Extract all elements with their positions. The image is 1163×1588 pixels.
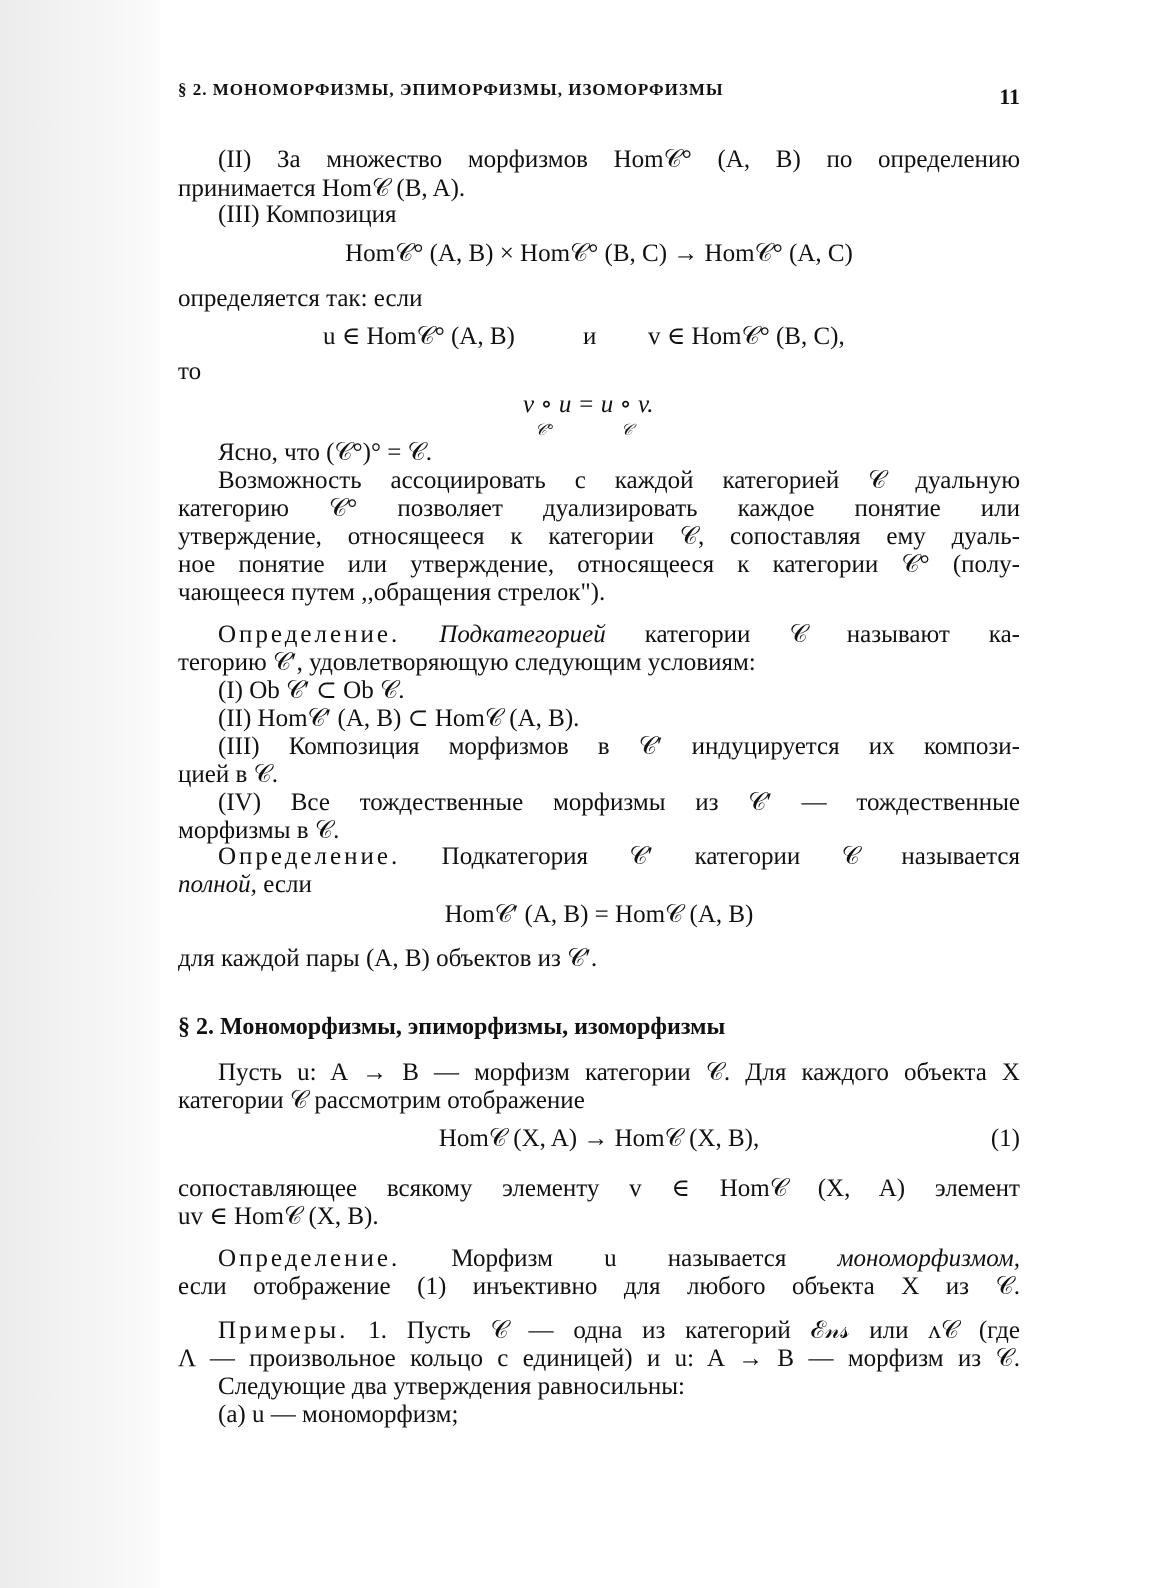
text-line: категорию 𝒞° позволяет дуализировать каждое понятие или bbox=[178, 495, 1020, 522]
formula-opposite-composition: v ∘ u = u ∘ v. bbox=[523, 391, 654, 418]
text-line: если отображение (1) инъективно для любого объекта X из 𝒞. bbox=[178, 1273, 1020, 1300]
text-line: uv ∈ Hom𝒞 (X, B). bbox=[178, 1203, 379, 1230]
text-line: морфизмы в 𝒞. bbox=[178, 817, 340, 844]
text-line: (IV) Все тождественные морфизмы из 𝒞′ — тождественные bbox=[218, 789, 1020, 816]
text-line: Λ — произвольное кольцо с единицей) и u: A → B — морфизм из 𝒞. bbox=[178, 1345, 1020, 1372]
text-line: для каждой пары (A, B) объектов из 𝒞′. bbox=[178, 945, 598, 972]
formula-and: и bbox=[583, 323, 597, 350]
definition-subcategory: Определение. Подкатегорией категории 𝒞 называют ка- bbox=[218, 621, 1020, 648]
text-line: Ясно, что (𝒞°)° = 𝒞. bbox=[218, 439, 433, 466]
text-line: цией в 𝒞. bbox=[178, 761, 279, 788]
defined-term: Подкатегорией bbox=[439, 621, 606, 648]
examples-line: Примеры. 1. Пусть 𝒞 — одна из категорий ℰ𝓃𝓈 или ᴧ𝒞 (где bbox=[218, 1317, 1020, 1344]
section-heading: § 2. Мономорфизмы, эпиморфизмы, изоморфизмы bbox=[178, 1014, 726, 1040]
text-line: категории 𝒞 рассмотрим отображение bbox=[178, 1087, 585, 1114]
definition-label: Определение. bbox=[218, 621, 401, 648]
text-line: ное понятие или утверждение, относящееся к категории 𝒞° (полу- bbox=[178, 551, 1020, 578]
running-header: § 2. МОНОМОРФИЗМЫ, ЭПИМОРФИЗМЫ, ИЗОМОРФИЗМЫ bbox=[178, 80, 724, 99]
formula-v-membership: v ∈ Hom𝒞° (B, C), bbox=[648, 323, 845, 350]
definition-label: Определение. bbox=[218, 1245, 401, 1272]
definition-monomorphism: Определение. Морфизм u называется мономорфизмом, bbox=[218, 1245, 1021, 1272]
text-line: (II) Hom𝒞′ (A, B) ⊂ Hom𝒞 (A, B). bbox=[218, 705, 580, 732]
text-line: Возможность ассоциировать с каждой категорией 𝒞 дуальную bbox=[218, 467, 1020, 494]
text-line: то bbox=[178, 358, 202, 385]
text-line: (III) Композиция bbox=[218, 201, 397, 228]
definition-full-subcategory: Определение. Подкатегория 𝒞′ категории 𝒞 называется bbox=[218, 843, 1020, 870]
text-line: (III) Композиция морфизмов в 𝒞′ индуцируется их компози- bbox=[218, 733, 1020, 760]
formula-full-hom: Hom𝒞′ (A, B) = Hom𝒞 (A, B) bbox=[444, 901, 754, 928]
examples-label: Примеры. bbox=[218, 1317, 349, 1344]
formula-hom-map: Hom𝒞 (X, A) → Hom𝒞 (X, B), (1) bbox=[438, 1125, 1020, 1152]
text-line: Пусть u: A → B — морфизм категории 𝒞. Для каждого объекта X bbox=[218, 1059, 1020, 1086]
scan-margin-shadow bbox=[0, 0, 160, 1588]
text-line: определяется так: если bbox=[178, 285, 423, 312]
defined-term: мономорфизмом, bbox=[837, 1245, 1021, 1272]
formula-u-membership: u ∈ Hom𝒞° (A, B) bbox=[323, 323, 515, 350]
text-line: Следующие два утверждения равносильны: bbox=[218, 1373, 685, 1400]
formula-subscript-category: 𝒞 bbox=[621, 422, 633, 439]
formula-subscript-opposite: 𝒞° bbox=[535, 422, 554, 439]
text-line: принимается Hom𝒞 (B, A). bbox=[178, 175, 466, 202]
page-number: 11 bbox=[999, 84, 1020, 109]
text-line: сопоставляющее всякому элементу v ∈ Hom𝒞 (X, A) элемент bbox=[178, 1175, 1020, 1202]
text-line: (a) u — мономорфизм; bbox=[218, 1401, 459, 1428]
formula-composition: Hom𝒞° (A, B) × Hom𝒞° (B, C) → Hom𝒞° (A, C) bbox=[345, 240, 853, 267]
text-line: (II) За множество морфизмов Hom𝒞° (A, B) по определению bbox=[218, 146, 1020, 173]
text-line: утверждение, относящееся к категории 𝒞, сопоставляя ему дуаль- bbox=[178, 523, 1020, 550]
text-line: (I) Ob 𝒞′ ⊂ Ob 𝒞. bbox=[218, 677, 405, 704]
definition-label: Определение. bbox=[218, 843, 401, 870]
equation-number: (1) bbox=[990, 1125, 1020, 1152]
defined-term: полной, bbox=[178, 871, 257, 898]
text-line: тегорию 𝒞′, удовлетворяющую следующим условиям: bbox=[178, 649, 756, 676]
text-line: чающееся путем ,,обращения стрелок"). bbox=[178, 579, 606, 606]
text-line: полной, если bbox=[178, 871, 312, 898]
